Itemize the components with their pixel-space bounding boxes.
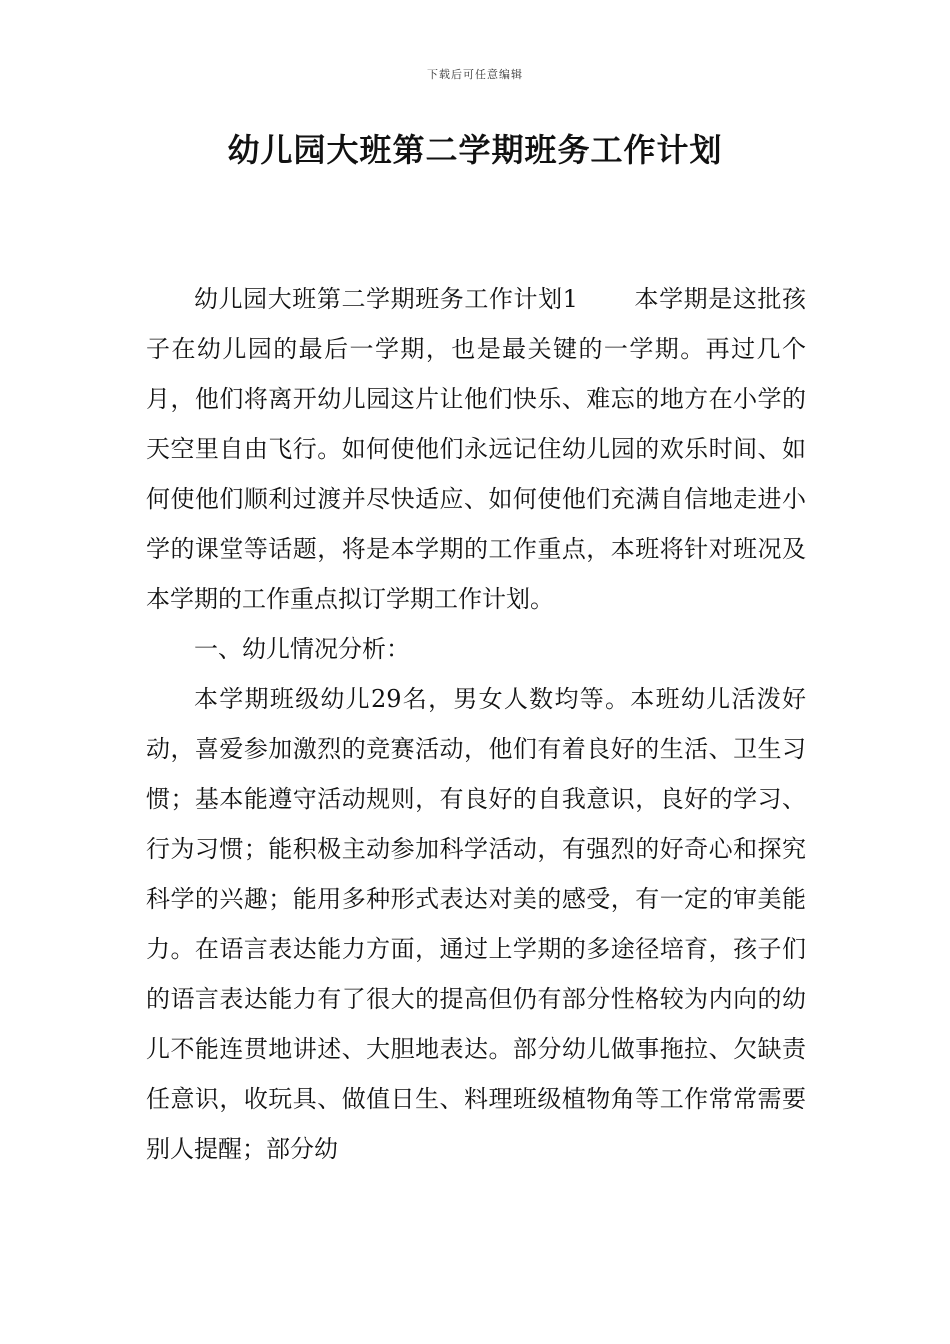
intro-heading: 幼儿园大班第二学期班务工作计划1 — [194, 285, 578, 313]
section1-heading: 一、幼儿情况分析： — [194, 635, 410, 663]
document-body — [146, 274, 806, 1174]
intro-body: 本学期是这批孩子在幼儿园的最后一学期，也是最关键的一学期。再过几个月，他们将离开幼儿园这片让他们快乐、难忘的地方在小学的天空里自由飞行。如何使他们永远记住幼儿园的欢乐时间、如何使他们顺利过渡并尽快适应、如何使他们充满自信地走进小学的课堂等话题，将是本学期的工作重点，本班将针对班况及本学期的工作重点拟订学期工作计划。 — [146, 285, 806, 613]
document-title: 幼儿园大班第二学期班务工作计划 — [227, 131, 723, 169]
header-note: 下载后可任意编辑 — [427, 68, 523, 81]
intro-paragraph — [146, 274, 806, 624]
section1-paragraph: 本学期班级幼儿29名，男女人数均等。本班幼儿活泼好动，喜爱参加激烈的竞赛活动，他们有着良好的生活、卫生习惯；基本能遵守活动规则，有良好的自我意识，良好的学习、行为习惯；能积极主动参加科学活动，有强烈的好奇心和探究科学的兴趣；能用多种形式表达对美的感受，有一定的审美能力。在语言表达能力方面，通过上学期的多途径培育，孩子们的语言表达能力有了很大的提高但仍有部分性格较为内向的幼儿不能连贯地讲述、大胆地表达。部分幼儿做事拖拉、欠缺责任意识，收玩具、做值日生、料理班级植物角等工作常常需要别人提醒；部分幼 — [146, 685, 806, 1163]
